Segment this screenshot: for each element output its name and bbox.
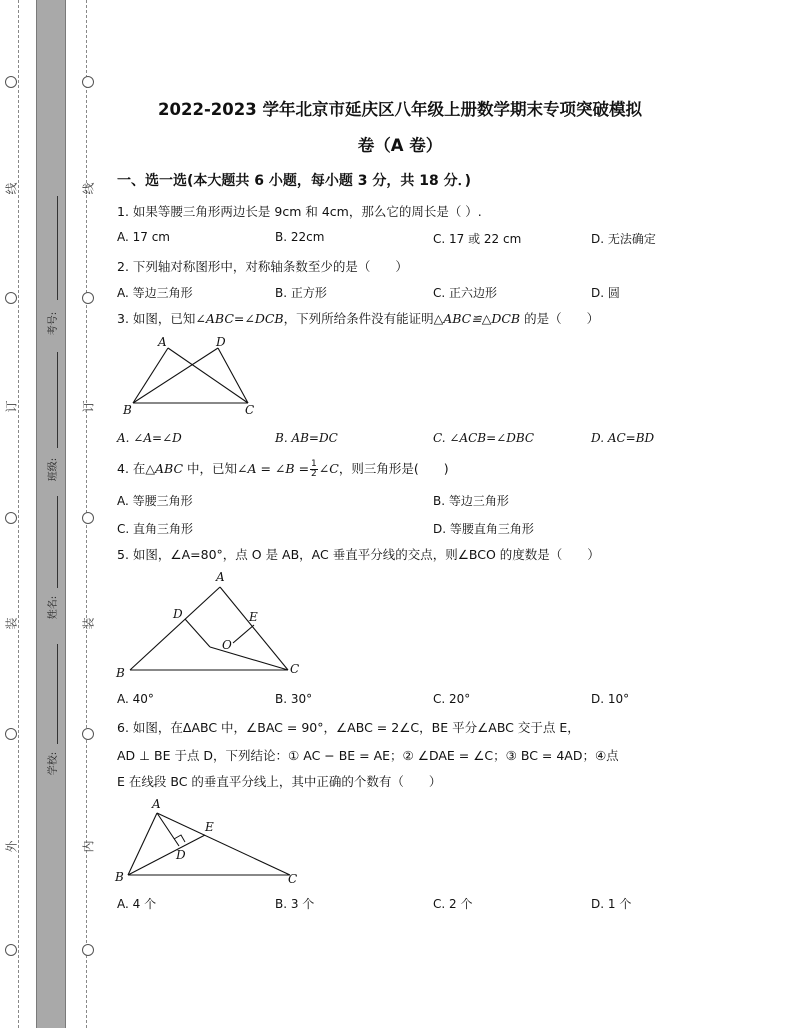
page-title: 2022-2023 学年北京市延庆区八年级上册数学期末专项突破模拟 bbox=[158, 100, 642, 119]
field-class-line bbox=[57, 352, 58, 448]
figure-label: B bbox=[123, 403, 132, 417]
question-4-stem bbox=[117, 459, 449, 479]
figure-label: O bbox=[222, 638, 232, 652]
q3-stem-math: ∠ABC=∠DCB bbox=[195, 311, 284, 326]
binding-hole bbox=[82, 292, 94, 304]
field-name-label: 姓名: bbox=[48, 595, 60, 620]
q5-option-a: A. 40° bbox=[117, 692, 154, 706]
question-6-line-3: E 在线段 BC 的垂直平分线上，其中正确的个数有（ ） bbox=[117, 774, 442, 789]
question-2-stem: 2. 下列轴对称图形中，对称轴条数至少的是（ ） bbox=[117, 259, 408, 274]
question-1-stem: 1. 如果等腰三角形两边长是 9cm 和 4cm，那么它的周长是（ ）. bbox=[117, 204, 482, 219]
q3-figure bbox=[118, 330, 268, 420]
binding-mark: 订 bbox=[4, 400, 19, 413]
question-6-line-1: 6. 如图，在ΔABC 中，∠BAC = 90°，∠ABC = 2∠C，BE 平分∠ABC 交于点 E， bbox=[117, 720, 580, 735]
question-6-line-2: AD ⊥ BE 于点 D，下列结论：① AC − BE = AE；② ∠DAE = ∠C；③ BC = 4AD；④点 bbox=[117, 748, 619, 763]
q4-stem-text: 中，已知 bbox=[183, 461, 238, 476]
q6-option-d: D. 1 个 bbox=[591, 897, 632, 911]
binding-mark: 线 bbox=[81, 182, 96, 195]
binding-mark: 装 bbox=[4, 617, 19, 630]
q4-stem-math: ∠A = ∠B = bbox=[237, 461, 310, 476]
binding-hole bbox=[5, 76, 17, 88]
q3-option-c: C. ∠ACB=∠DBC bbox=[433, 431, 535, 445]
q3-option-b: B. AB=DC bbox=[275, 431, 338, 445]
q6-option-c: C. 2 个 bbox=[433, 897, 473, 911]
binding-hole bbox=[82, 512, 94, 524]
figure-label: B bbox=[116, 666, 125, 680]
q4-stem-text: 4. 在 bbox=[117, 461, 146, 476]
field-exam-number-line bbox=[57, 196, 58, 300]
figure-label: D bbox=[173, 607, 183, 621]
figure-label: A bbox=[152, 797, 161, 811]
figure-label: A bbox=[216, 570, 225, 584]
q6-option-b: B. 3 个 bbox=[275, 897, 315, 911]
q3-option-d: D. AC=BD bbox=[591, 431, 655, 445]
q4-option-d: D. 等腰直角三角形 bbox=[433, 522, 534, 536]
q3-stem-text: ，下列所给条件没有能证明 bbox=[283, 311, 434, 326]
binding-hole bbox=[82, 76, 94, 88]
q1-option-c: C. 17 或 22 cm bbox=[433, 232, 522, 246]
binding-mark: 内 bbox=[81, 840, 96, 853]
binding-mark: 装 bbox=[81, 617, 96, 630]
q3-stem-math: △ABC≌△DCB bbox=[433, 311, 521, 326]
q3-stem-text: 的是（ ） bbox=[520, 311, 600, 326]
q6-option-a: A. 4 个 bbox=[117, 897, 157, 911]
binding-hole bbox=[5, 944, 17, 956]
binding-hole bbox=[5, 512, 17, 524]
q3-option-a: A. ∠A=∠D bbox=[117, 431, 182, 445]
binding-mark: 线 bbox=[4, 182, 19, 195]
binding-hole bbox=[82, 728, 94, 740]
q2-option-d: D. 圆 bbox=[591, 286, 620, 300]
q4-stem-text: ，则三角形是( ) bbox=[338, 461, 449, 476]
gray-binding-bar bbox=[36, 0, 66, 1028]
q6-figure bbox=[112, 793, 312, 888]
q5-option-d: D. 10° bbox=[591, 692, 630, 706]
field-school-line bbox=[57, 644, 58, 744]
figure-label: A bbox=[158, 335, 167, 349]
q1-option-b: B. 22cm bbox=[275, 230, 325, 244]
field-name-line bbox=[57, 496, 58, 588]
q2-option-b: B. 正方形 bbox=[275, 286, 327, 300]
figure-label: D bbox=[216, 335, 226, 349]
q1-option-a: A. 17 cm bbox=[117, 230, 170, 244]
field-school-label: 学校: bbox=[48, 751, 60, 776]
q5-option-b: B. 30° bbox=[275, 692, 313, 706]
binding-mark: 外 bbox=[4, 840, 19, 853]
q4-option-b: B. 等边三角形 bbox=[433, 494, 509, 508]
figure-label: B bbox=[115, 870, 124, 884]
section-heading: 一、选一选(本大题共 6 小题，每小题 3 分，共 18 分．) bbox=[117, 173, 472, 189]
figure-label: C bbox=[288, 872, 298, 886]
q2-option-c: C. 正六边形 bbox=[433, 286, 498, 300]
figure-label: E bbox=[205, 820, 214, 834]
q4-option-c: C. 直角三角形 bbox=[117, 522, 194, 536]
q3-stem-text: 3. 如图，已知 bbox=[117, 311, 196, 326]
binding-margin bbox=[0, 0, 100, 1028]
q4-option-a: A. 等腰三角形 bbox=[117, 494, 193, 508]
q4-stem-math: ∠C bbox=[318, 461, 339, 476]
binding-hole bbox=[82, 944, 94, 956]
q5-figure bbox=[112, 567, 312, 682]
page-title-line2: 卷（A 卷） bbox=[357, 136, 443, 155]
figure-label: D bbox=[176, 848, 186, 862]
field-exam-number-label: 考号: bbox=[48, 311, 60, 336]
figure-label: E bbox=[249, 610, 258, 624]
question-5-stem: 5. 如图，∠A=80°，点 O 是 AB，AC 垂直平分线的交点，则∠BCO 的度数是（ ） bbox=[117, 547, 600, 562]
q4-stem-math: △ABC bbox=[145, 461, 184, 476]
binding-mark: 订 bbox=[81, 400, 96, 413]
q2-option-a: A. 等边三角形 bbox=[117, 286, 193, 300]
q1-option-d: D. 无法确定 bbox=[591, 232, 656, 246]
binding-hole bbox=[5, 292, 17, 304]
binding-hole bbox=[5, 728, 17, 740]
q5-option-c: C. 20° bbox=[433, 692, 471, 706]
outer-dashed-line bbox=[18, 0, 19, 1028]
question-3-stem bbox=[117, 309, 599, 327]
field-class-label: 班级: bbox=[48, 457, 60, 482]
fraction-one-half: $\frac{1}{2}$ bbox=[311, 459, 317, 479]
figure-label: C bbox=[290, 662, 300, 676]
figure-label: C bbox=[245, 403, 255, 417]
